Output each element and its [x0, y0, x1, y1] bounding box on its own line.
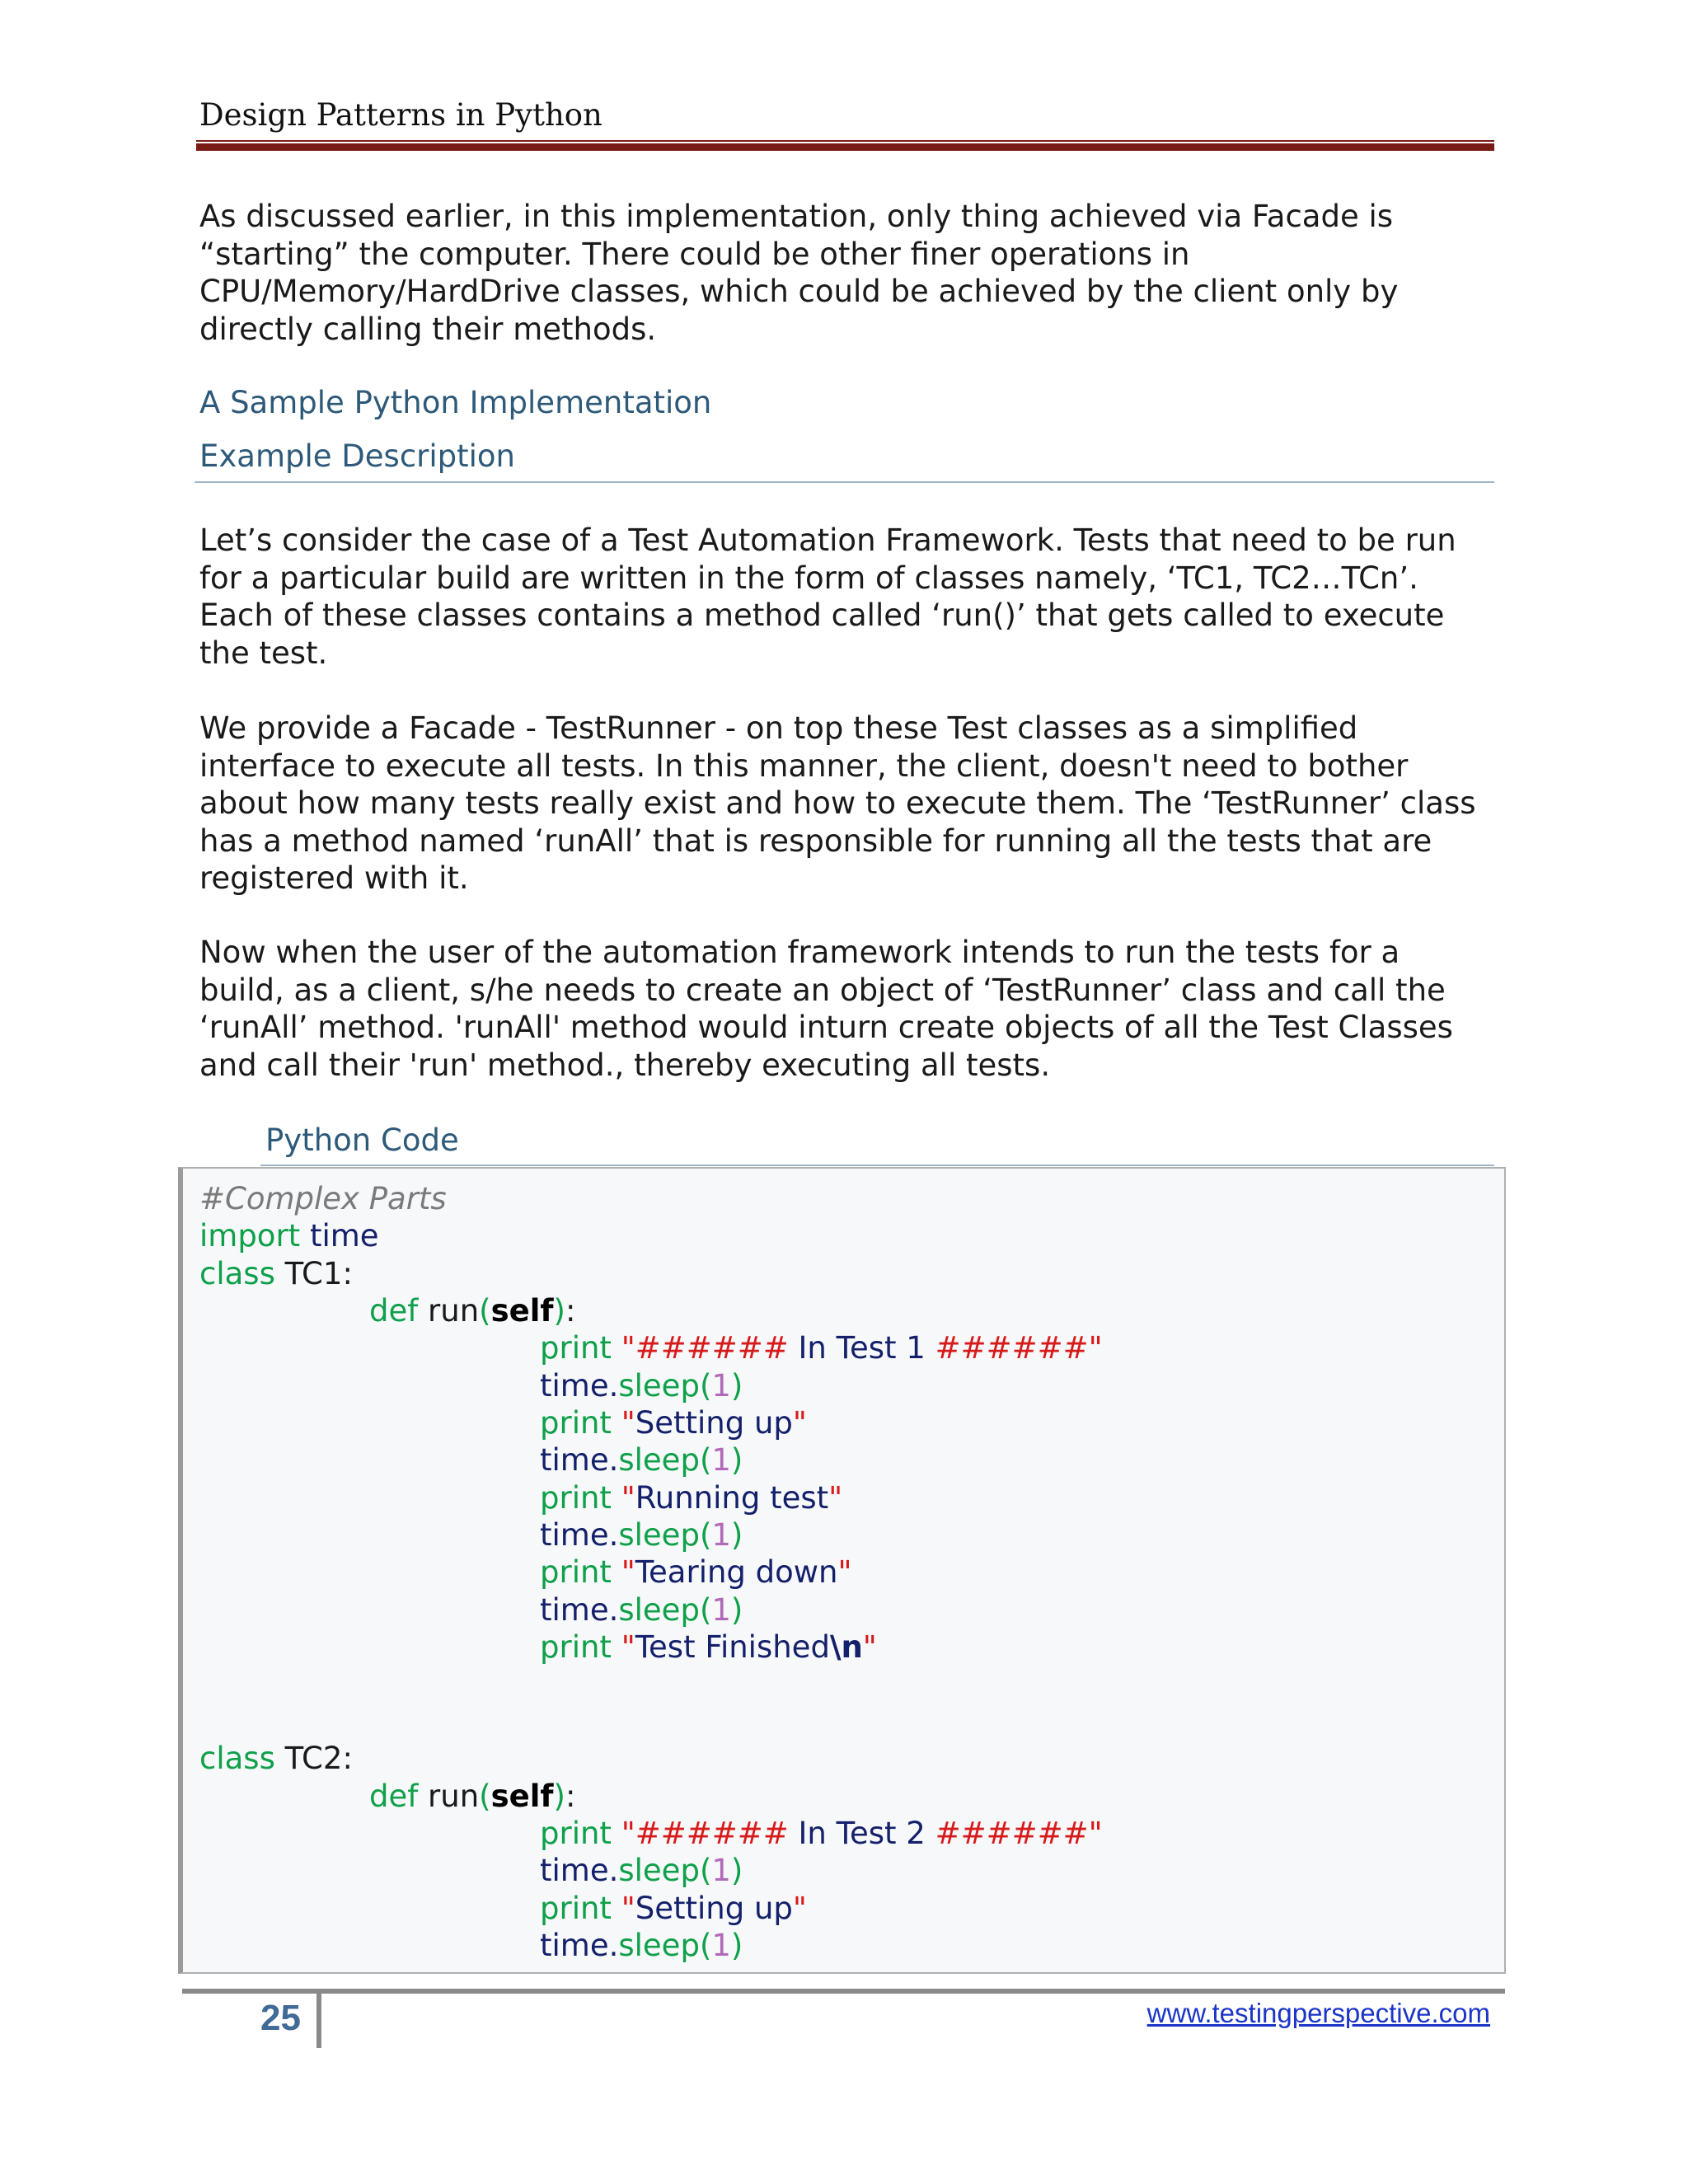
code-punct: : [342, 1741, 353, 1776]
text-line: directly calling their methods. [199, 311, 657, 347]
code-punct: ( [699, 1517, 712, 1553]
footer-divider [316, 1994, 321, 2048]
code-punct: : [565, 1779, 576, 1814]
header-rule-thick [196, 143, 1494, 151]
code-name: time [540, 1853, 609, 1888]
code-name: time [540, 1368, 609, 1404]
footer-rule [182, 1989, 1505, 1994]
text-line: the test. [199, 635, 328, 671]
code-name: sleep [618, 1592, 700, 1628]
footer-website-link[interactable]: www.testingperspective.com [1146, 1998, 1490, 2028]
code-comment: #Complex Parts [199, 1181, 447, 1216]
code-keyword: class [199, 1741, 275, 1776]
code-keyword: import [199, 1218, 301, 1254]
code-punct: . [608, 1517, 619, 1553]
code-line [369, 1779, 575, 1814]
text-line: build, as a client, s/he needs to create an object of ‘TestRunner’ class and call the [199, 972, 1446, 1008]
code-line [540, 1592, 743, 1628]
text-line: As discussed earlier, in this implementation, only thing achieved via Facade is [199, 199, 1394, 234]
code-line [199, 1181, 447, 1216]
code-name: sleep [618, 1928, 700, 1963]
code-escape: \n [829, 1629, 863, 1665]
code-punct: ( [699, 1442, 712, 1478]
code-line [540, 1405, 807, 1441]
code-keyword: class [199, 1256, 275, 1291]
code-name: TC2 [284, 1741, 343, 1776]
code-self: self [490, 1779, 554, 1814]
code-number: 1 [711, 1517, 731, 1553]
code-line [540, 1330, 1103, 1366]
paragraph-client-usage [199, 934, 1518, 1084]
code-line [540, 1928, 743, 1963]
code-name: run [428, 1779, 480, 1814]
code-line [540, 1368, 743, 1404]
code-name: sleep [618, 1853, 700, 1888]
code-quote: " [1088, 1816, 1103, 1851]
code-punct: . [608, 1853, 619, 1888]
code-punct: ) [553, 1779, 565, 1814]
text-line: We provide a Facade - TestRunner - on top these Test classes as a simplified [199, 710, 1358, 746]
code-name: run [428, 1293, 480, 1329]
code-punct: ) [730, 1442, 743, 1478]
text-line: for a particular build are written in the form of classes namely, ‘TC1, TC2…TCn’. [199, 560, 1418, 596]
code-punct: ( [699, 1928, 712, 1963]
code-name: TC1 [284, 1256, 343, 1291]
code-punct: ( [479, 1779, 491, 1814]
code-punct: ) [553, 1293, 565, 1329]
code-name: time [540, 1517, 609, 1553]
code-punct: ) [730, 1853, 743, 1888]
code-punct: ( [479, 1293, 491, 1329]
code-keyword: print [540, 1891, 612, 1926]
code-name: sleep [618, 1517, 700, 1553]
code-line [199, 1741, 353, 1776]
heading-python-code: Python Code [265, 1122, 459, 1158]
intro-paragraph [199, 198, 1518, 348]
code-punct: ) [730, 1592, 743, 1628]
code-string: In Test 1 [788, 1330, 935, 1366]
code-keyword: print [540, 1480, 612, 1516]
code-punct: : [565, 1293, 576, 1329]
code-quote: " [621, 1480, 635, 1516]
code-line [540, 1629, 877, 1665]
code-number: 1 [711, 1442, 731, 1478]
code-string: Test Finished [635, 1629, 830, 1665]
code-punct: ) [730, 1517, 743, 1553]
code-quote: " [621, 1816, 635, 1851]
code-quote: " [621, 1554, 635, 1590]
code-name: time [540, 1442, 609, 1478]
code-line [540, 1517, 743, 1553]
text-line: about how many tests really exist and how to execute them. The ‘TestRunner’ class [199, 785, 1476, 821]
paragraph-test-framework [199, 522, 1518, 672]
code-string: Setting up [635, 1891, 793, 1926]
code-name: time [540, 1928, 609, 1963]
code-quote: " [621, 1891, 635, 1926]
code-punct: : [342, 1256, 353, 1291]
code-string: ###### [635, 1816, 789, 1851]
code-line [199, 1256, 353, 1291]
code-keyword: print [540, 1405, 612, 1441]
heading-rule [195, 481, 1494, 483]
code-quote: " [621, 1629, 635, 1665]
text-line: “starting” the computer. There could be other finer operations in [199, 236, 1190, 272]
code-quote: " [1088, 1330, 1103, 1366]
text-line: registered with it. [199, 860, 469, 896]
code-punct: . [608, 1368, 619, 1404]
code-quote: " [837, 1554, 852, 1590]
code-quote: " [792, 1891, 807, 1926]
text-line: Each of these classes contains a method called ‘run()’ that gets called to execute [199, 598, 1445, 633]
code-number: 1 [711, 1592, 731, 1628]
code-quote: " [792, 1405, 807, 1441]
page-number: 25 [260, 1998, 301, 2038]
code-number: 1 [711, 1853, 731, 1888]
code-punct: . [608, 1928, 619, 1963]
code-line [540, 1853, 743, 1888]
code-line [540, 1480, 842, 1516]
code-punct: ( [699, 1592, 712, 1628]
code-punct: . [608, 1442, 619, 1478]
header-title: Design Patterns in Python [199, 97, 603, 133]
code-quote: " [621, 1330, 635, 1366]
code-punct: ( [699, 1368, 712, 1404]
text-line: CPU/Memory/HardDrive classes, which could be achieved by the client only by [199, 274, 1399, 309]
code-quote: " [862, 1629, 877, 1665]
header-rule-thin [196, 140, 1494, 142]
code-string: ###### [935, 1330, 1089, 1366]
code-quote: " [621, 1405, 635, 1441]
text-line: has a method named ‘runAll’ that is responsible for running all the tests that are [199, 823, 1432, 859]
code-line [540, 1554, 852, 1590]
text-line: Let’s consider the case of a Test Automation Framework. Tests that need to be run [199, 523, 1456, 558]
code-line [540, 1442, 743, 1478]
code-string: Tearing down [635, 1554, 838, 1590]
code-quote: " [828, 1480, 843, 1516]
code-line [369, 1293, 575, 1329]
code-keyword: print [540, 1816, 612, 1851]
code-punct: ) [730, 1928, 743, 1963]
text-line: interface to execute all tests. In this manner, the client, doesn't need to bother [199, 748, 1409, 784]
code-self: self [490, 1293, 554, 1329]
code-keyword: print [540, 1554, 612, 1590]
code-line [540, 1816, 1103, 1851]
code-number: 1 [711, 1928, 731, 1963]
code-number: 1 [711, 1368, 731, 1404]
code-name: sleep [618, 1368, 700, 1404]
code-punct: ) [730, 1368, 743, 1404]
code-line [199, 1218, 379, 1254]
code-keyword: def [369, 1779, 419, 1814]
text-line: Now when the user of the automation framework intends to run the tests for a [199, 935, 1400, 970]
code-keyword: def [369, 1293, 419, 1329]
code-keyword: print [540, 1629, 612, 1665]
code-name: sleep [618, 1442, 700, 1478]
code-punct: ( [699, 1853, 712, 1888]
paragraph-facade [199, 710, 1518, 898]
heading-example-description: Example Description [199, 438, 516, 474]
text-line: ‘runAll’ method. 'runAll' method would inturn create objects of all the Test Classes [199, 1010, 1453, 1045]
code-keyword: print [540, 1330, 612, 1366]
heading-sample-implementation: A Sample Python Implementation [199, 385, 712, 420]
code-line [540, 1891, 807, 1926]
code-string: In Test 2 [788, 1816, 935, 1851]
code-string: Setting up [635, 1405, 793, 1441]
code-string: ###### [935, 1816, 1089, 1851]
code-name: time [540, 1592, 609, 1628]
text-line: and call their 'run' method., thereby executing all tests. [199, 1047, 1051, 1083]
code-name: time [309, 1218, 379, 1254]
code-heading-rule [260, 1165, 1494, 1166]
code-string: ###### [635, 1330, 789, 1366]
code-punct: . [608, 1592, 619, 1628]
code-string: Running test [635, 1480, 829, 1516]
